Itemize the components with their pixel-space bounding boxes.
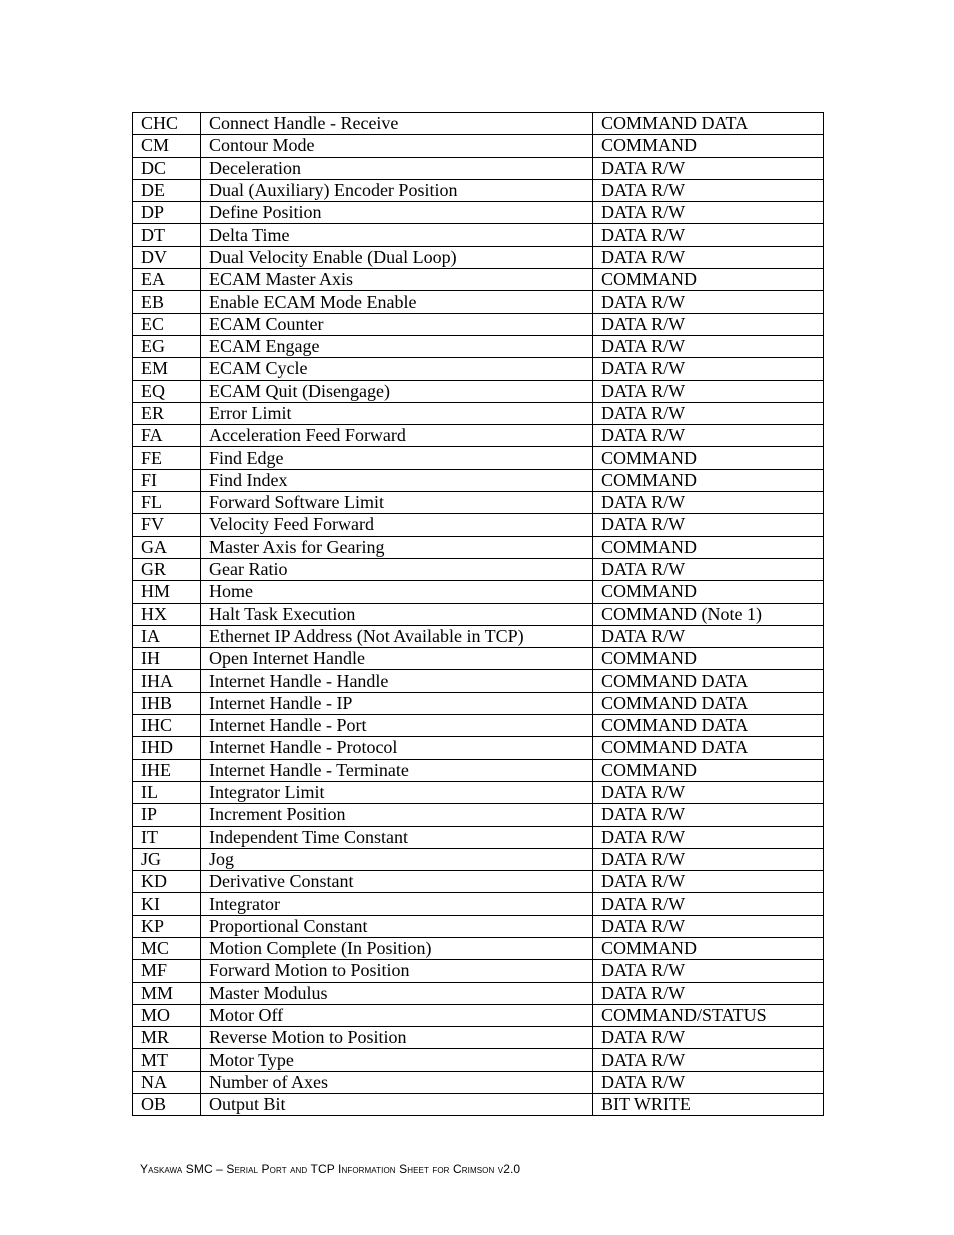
command-type-cell: COMMAND xyxy=(593,269,824,291)
table-row xyxy=(133,224,824,246)
command-description-cell: Motor Type xyxy=(201,1049,593,1071)
command-code-cell: KP xyxy=(133,915,201,937)
command-type-cell: DATA R/W xyxy=(593,558,824,580)
command-type-cell: DATA R/W xyxy=(593,425,824,447)
command-type-cell: COMMAND xyxy=(593,648,824,670)
command-type-cell: DATA R/W xyxy=(593,358,824,380)
command-type-cell: COMMAND DATA xyxy=(593,692,824,714)
command-code-cell: DE xyxy=(133,179,201,201)
command-description-cell: Error Limit xyxy=(201,402,593,424)
command-type-cell: DATA R/W xyxy=(593,982,824,1004)
table-row xyxy=(133,737,824,759)
command-type-cell: DATA R/W xyxy=(593,804,824,826)
command-type-cell: BIT WRITE xyxy=(593,1094,824,1116)
command-type-cell: COMMAND xyxy=(593,469,824,491)
command-type-cell: COMMAND xyxy=(593,135,824,157)
command-description-cell: Dual Velocity Enable (Dual Loop) xyxy=(201,246,593,268)
command-type-cell: DATA R/W xyxy=(593,335,824,357)
command-type-cell: DATA R/W xyxy=(593,826,824,848)
command-type-cell: DATA R/W xyxy=(593,179,824,201)
table-row xyxy=(133,469,824,491)
command-type-cell: COMMAND xyxy=(593,937,824,959)
command-type-cell: COMMAND (Note 1) xyxy=(593,603,824,625)
command-description-cell: Acceleration Feed Forward xyxy=(201,425,593,447)
command-type-cell: COMMAND DATA xyxy=(593,670,824,692)
command-table xyxy=(132,112,824,1116)
table-row xyxy=(133,804,824,826)
table-row xyxy=(133,648,824,670)
table-row xyxy=(133,335,824,357)
command-description-cell: Master Modulus xyxy=(201,982,593,1004)
command-code-cell: MR xyxy=(133,1027,201,1049)
table-row xyxy=(133,492,824,514)
command-code-cell: FV xyxy=(133,514,201,536)
table-row xyxy=(133,625,824,647)
command-code-cell: FA xyxy=(133,425,201,447)
command-code-cell: EA xyxy=(133,269,201,291)
command-description-cell: Enable ECAM Mode Enable xyxy=(201,291,593,313)
command-description-cell: Find Index xyxy=(201,469,593,491)
command-description-cell: Ethernet IP Address (Not Available in TCP) xyxy=(201,625,593,647)
table-row xyxy=(133,425,824,447)
command-table-body xyxy=(133,113,824,1116)
table-row xyxy=(133,1049,824,1071)
command-type-cell: DATA R/W xyxy=(593,224,824,246)
table-row xyxy=(133,692,824,714)
table-row xyxy=(133,202,824,224)
command-description-cell: Contour Mode xyxy=(201,135,593,157)
command-description-cell: Internet Handle - Terminate xyxy=(201,759,593,781)
table-row xyxy=(133,558,824,580)
table-row xyxy=(133,135,824,157)
table-row xyxy=(133,1027,824,1049)
command-code-cell: IHD xyxy=(133,737,201,759)
command-description-cell: Home xyxy=(201,581,593,603)
command-code-cell: MC xyxy=(133,937,201,959)
command-type-cell: DATA R/W xyxy=(593,1071,824,1093)
command-description-cell: Internet Handle - Protocol xyxy=(201,737,593,759)
command-code-cell: EQ xyxy=(133,380,201,402)
command-type-cell: DATA R/W xyxy=(593,291,824,313)
command-code-cell: IHA xyxy=(133,670,201,692)
command-type-cell: DATA R/W xyxy=(593,893,824,915)
command-description-cell: Motor Off xyxy=(201,1004,593,1026)
command-description-cell: Master Axis for Gearing xyxy=(201,536,593,558)
table-row xyxy=(133,358,824,380)
command-code-cell: EC xyxy=(133,313,201,335)
table-row xyxy=(133,269,824,291)
command-type-cell: DATA R/W xyxy=(593,402,824,424)
command-code-cell: MF xyxy=(133,960,201,982)
command-description-cell: Proportional Constant xyxy=(201,915,593,937)
command-type-cell: DATA R/W xyxy=(593,625,824,647)
table-row xyxy=(133,514,824,536)
table-row xyxy=(133,536,824,558)
command-description-cell: Reverse Motion to Position xyxy=(201,1027,593,1049)
table-row xyxy=(133,670,824,692)
table-row xyxy=(133,826,824,848)
table-row xyxy=(133,1094,824,1116)
table-row xyxy=(133,246,824,268)
table-row xyxy=(133,960,824,982)
command-type-cell: COMMAND xyxy=(593,536,824,558)
command-code-cell: CM xyxy=(133,135,201,157)
command-code-cell: NA xyxy=(133,1071,201,1093)
command-code-cell: GA xyxy=(133,536,201,558)
command-type-cell: DATA R/W xyxy=(593,848,824,870)
command-code-cell: GR xyxy=(133,558,201,580)
table-row xyxy=(133,157,824,179)
command-type-cell: COMMAND DATA xyxy=(593,715,824,737)
table-row xyxy=(133,1071,824,1093)
command-type-cell: DATA R/W xyxy=(593,202,824,224)
command-code-cell: MT xyxy=(133,1049,201,1071)
table-row xyxy=(133,715,824,737)
command-type-cell: DATA R/W xyxy=(593,781,824,803)
table-row xyxy=(133,291,824,313)
command-code-cell: MM xyxy=(133,982,201,1004)
command-code-cell: MO xyxy=(133,1004,201,1026)
command-type-cell: COMMAND/STATUS xyxy=(593,1004,824,1026)
command-description-cell: ECAM Cycle xyxy=(201,358,593,380)
command-type-cell: DATA R/W xyxy=(593,380,824,402)
table-row xyxy=(133,380,824,402)
command-code-cell: KI xyxy=(133,893,201,915)
command-description-cell: Forward Motion to Position xyxy=(201,960,593,982)
command-type-cell: DATA R/W xyxy=(593,246,824,268)
command-type-cell: DATA R/W xyxy=(593,915,824,937)
command-type-cell: DATA R/W xyxy=(593,1027,824,1049)
command-description-cell: ECAM Counter xyxy=(201,313,593,335)
command-code-cell: IHC xyxy=(133,715,201,737)
command-description-cell: ECAM Engage xyxy=(201,335,593,357)
page-footer: Yaskawa SMC – Serial Port and TCP Information Sheet for Crimson v2.0 xyxy=(140,1162,521,1176)
command-code-cell: CHC xyxy=(133,113,201,135)
table-row xyxy=(133,603,824,625)
command-code-cell: OB xyxy=(133,1094,201,1116)
command-code-cell: IHB xyxy=(133,692,201,714)
command-code-cell: ER xyxy=(133,402,201,424)
command-description-cell: Increment Position xyxy=(201,804,593,826)
command-type-cell: DATA R/W xyxy=(593,157,824,179)
command-code-cell: JG xyxy=(133,848,201,870)
table-row xyxy=(133,179,824,201)
table-row xyxy=(133,402,824,424)
command-code-cell: DT xyxy=(133,224,201,246)
command-description-cell: Forward Software Limit xyxy=(201,492,593,514)
table-row xyxy=(133,447,824,469)
table-row xyxy=(133,1004,824,1026)
command-code-cell: IP xyxy=(133,804,201,826)
command-description-cell: Motion Complete (In Position) xyxy=(201,937,593,959)
table-row xyxy=(133,893,824,915)
table-row xyxy=(133,313,824,335)
table-row xyxy=(133,781,824,803)
command-code-cell: DC xyxy=(133,157,201,179)
table-row xyxy=(133,982,824,1004)
command-description-cell: Find Edge xyxy=(201,447,593,469)
command-code-cell: DP xyxy=(133,202,201,224)
command-description-cell: Internet Handle - Handle xyxy=(201,670,593,692)
command-code-cell: IT xyxy=(133,826,201,848)
command-description-cell: Dual (Auxiliary) Encoder Position xyxy=(201,179,593,201)
command-description-cell: Independent Time Constant xyxy=(201,826,593,848)
command-code-cell: KD xyxy=(133,871,201,893)
command-description-cell: Output Bit xyxy=(201,1094,593,1116)
command-type-cell: DATA R/W xyxy=(593,313,824,335)
command-code-cell: HM xyxy=(133,581,201,603)
command-type-cell: DATA R/W xyxy=(593,960,824,982)
command-description-cell: Integrator xyxy=(201,893,593,915)
command-code-cell: IHE xyxy=(133,759,201,781)
command-description-cell: Internet Handle - IP xyxy=(201,692,593,714)
command-description-cell: Define Position xyxy=(201,202,593,224)
command-description-cell: Halt Task Execution xyxy=(201,603,593,625)
command-code-cell: HX xyxy=(133,603,201,625)
command-type-cell: COMMAND xyxy=(593,759,824,781)
command-description-cell: Number of Axes xyxy=(201,1071,593,1093)
command-description-cell: Velocity Feed Forward xyxy=(201,514,593,536)
command-description-cell: Jog xyxy=(201,848,593,870)
command-code-cell: IL xyxy=(133,781,201,803)
command-description-cell: Integrator Limit xyxy=(201,781,593,803)
table-row xyxy=(133,759,824,781)
command-code-cell: IA xyxy=(133,625,201,647)
table-row xyxy=(133,848,824,870)
command-description-cell: Internet Handle - Port xyxy=(201,715,593,737)
command-description-cell: Gear Ratio xyxy=(201,558,593,580)
command-description-cell: ECAM Quit (Disengage) xyxy=(201,380,593,402)
command-code-cell: EM xyxy=(133,358,201,380)
command-type-cell: DATA R/W xyxy=(593,871,824,893)
command-type-cell: COMMAND DATA xyxy=(593,113,824,135)
command-code-cell: FI xyxy=(133,469,201,491)
command-code-cell: IH xyxy=(133,648,201,670)
command-code-cell: FL xyxy=(133,492,201,514)
command-code-cell: DV xyxy=(133,246,201,268)
table-row xyxy=(133,113,824,135)
table-row xyxy=(133,937,824,959)
table-row xyxy=(133,581,824,603)
command-type-cell: COMMAND xyxy=(593,581,824,603)
command-type-cell: COMMAND DATA xyxy=(593,737,824,759)
command-type-cell: DATA R/W xyxy=(593,514,824,536)
command-description-cell: Derivative Constant xyxy=(201,871,593,893)
table-row xyxy=(133,915,824,937)
command-description-cell: Connect Handle - Receive xyxy=(201,113,593,135)
command-type-cell: DATA R/W xyxy=(593,492,824,514)
command-code-cell: EB xyxy=(133,291,201,313)
command-description-cell: Delta Time xyxy=(201,224,593,246)
table-row xyxy=(133,871,824,893)
command-code-cell: FE xyxy=(133,447,201,469)
command-code-cell: EG xyxy=(133,335,201,357)
command-type-cell: DATA R/W xyxy=(593,1049,824,1071)
command-type-cell: COMMAND xyxy=(593,447,824,469)
command-description-cell: ECAM Master Axis xyxy=(201,269,593,291)
command-description-cell: Deceleration xyxy=(201,157,593,179)
command-description-cell: Open Internet Handle xyxy=(201,648,593,670)
